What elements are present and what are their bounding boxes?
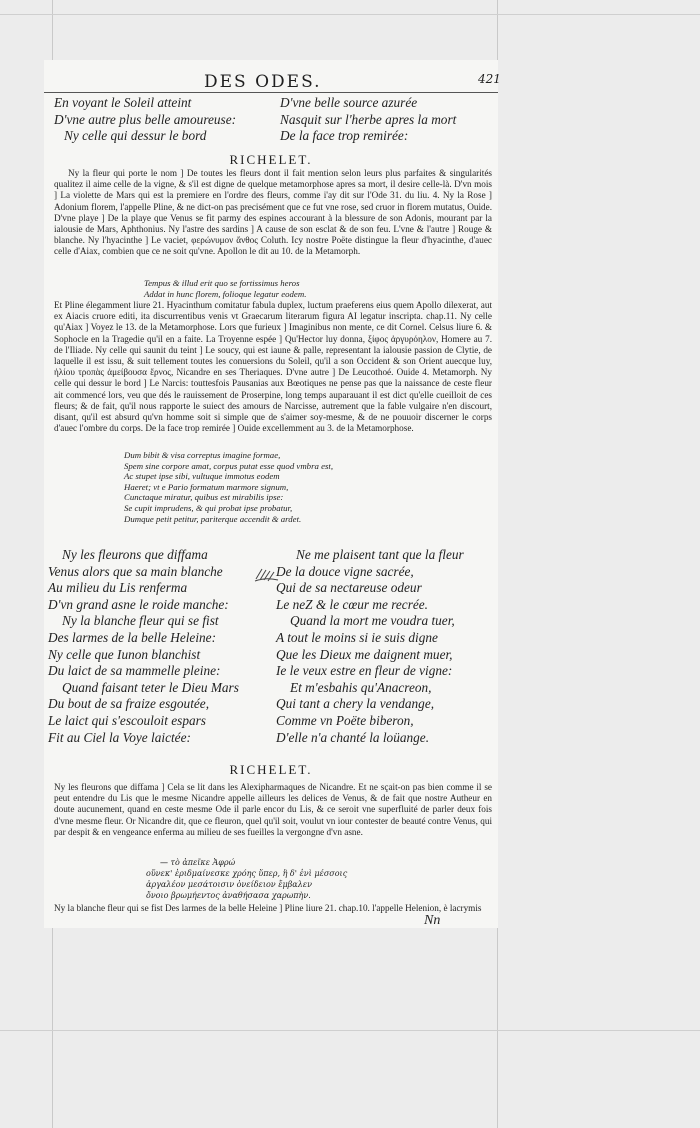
verse-line: Fit au Ciel la Voye laictée: [48,729,191,745]
verse-line: Quand la mort me voudra tuer, [290,613,455,629]
greek-quote [146,857,347,901]
verse-line: D'elle n'a chanté la loüange. [276,729,430,745]
quote-line: Dum bibit & visa correptus imagine formae, [124,450,281,460]
quote-line: Dumque petit petitur, pariterque accendit & ardet. [124,513,302,524]
top-verse-right [280,95,456,145]
margin-guide [0,1030,700,1031]
commentary-last-line: Ny la blanche fleur qui se fist Des larmes de la belle Heleine ] Pline liure 21. chap.10. l'appelle Helenion, è lacrymis [54,903,482,913]
margin-guide [0,14,700,15]
quote-line: Se cupit imprudens, & qui probat ipse probatur, [124,502,293,513]
commentary-paragraph: Et Pline élegamment liure 21. Hyacinthum comitatur fabula duplex, luctum praeferens eius quem Apollo dilexerat, aut ex Aiacis cruore editi, ita discurrentibus venis vt Graecarum literarum figura AI legatur inscripta. chap.11. Ny celle qu'Aiax ] Voyez le 13. de la Metamorphose. Lors que furieux ] Imaginibus non mente, ce dit Cornel. Celsus liure 6. & Sophocle en la Tragedie qu'il en a faite. La Troyenne espée ] Qu'Hector luy donna, ξίφος ἀργυρόηλον, Homere au 7. de l'Iliade. Ny celle qui saunit du teint ] Le soucy, qui est iaune & palle, representant la ialousie passion de Clytie, de laquelle il est issu, & suit tellement toutes les conuersions du Soleil, qu'il a son Occident & son Orient auecque luy, ἡλίου τροπὰς ἀμείβουσα ἔρνος, Nicandre en ses Theriaques. D'vne autre ] De Leucothoé. Ouide 4. Metamorph. Ny celle qui dessur le bord ] Le Narcis: touttesfois Pausanias aux Bœotiques ne pense pas que la naissance de ceste fleur ait commencé lors, veu que dés le rauissement de Proserpine, long temps auparauant il est dict qu'elle cueilloit de ces fleurs; & de fait, qu'il nous rapporte le suiect des amours de Narcisse, autrement que la fable vulgaire n'en discourt, disant, qu'il est absurd qu'vn homme soit si simple que de s'aimer soy-mesme, & de ne pouuoir discerner le corps d'auec l'ombre du corps. De la face trop remirée ] Ouide excellemment au 3. de la Metamorphose. [54,300,492,434]
commentary-paragraph: Ny la fleur qui porte le nom ] De toutes les fleurs dont il fait mention selon leurs plus parfaites & singularités qualitez il aime celle de la vigne, & s'il est digne de quelque metamorphose apres sa mort, il desire celle-là. D'vn mois ] La violette de Mars qui est la premiere en l'ordre des fleurs, comme i'ay dit sur l'Ode 31. du liu. 4. Ny la Rose ] Adonium florem, l'appelle Pline, & ne dict-on pas precisément que ce fut vne rose, sed cruor in florem mutatus, Ouide. D'vne playe ] De la playe que Venus se fit parmy des espines accourant à la blessure de son Adonis, mourant par la ialousie de Mars, Aphthonius. Ny l'astre des sardins ] A cause de son esclat & de son feu. L'vne & l'autre ] Rouge & blanche. Ny l'hyacinthe ] Le vaciet, φερώνυμον ἄνθος Coluth. Icy nostre Poëte distingue la fleur d'hyacinthe, d'auec celle d'Aiax, combien que ce ne soit qu'vne. Apollon le dit au 10. de la Metamorph. [54,168,492,257]
main-verse-left [48,547,239,746]
quote-line: Spem sine corpore amat, corpus putat esse quod vmbra est, [124,460,334,471]
commentary-text [54,300,492,434]
commentary-text [54,168,492,258]
verse-line: Comme vn Poëte biberon, [276,712,414,728]
verse-line: Quand faisant teter le Dieu Mars [62,679,239,695]
verse-line: Ny la blanche fleur qui se fist [62,613,219,629]
verse-line: Au milieu du Lis renferma [48,580,188,596]
verse-line: Nasquit sur l'herbe apres la mort [280,111,457,127]
signature-mark: Nn [424,913,441,928]
verse-line: Le neZ & le cœur me recrée. [276,596,429,612]
verse-line: Ny celle que Iunon blanchist [48,646,201,662]
quote-line: Haeret; vt e Pario formatum marmore signum, [124,481,289,492]
quote-line: οὕνεκ' ἐριδμαίνεσκε χρόης ὕπερ, ἣ δ' ἐνὶ μέσσοις [146,869,348,878]
running-header [44,70,501,93]
verse-line: Du bout de sa fraize esgoutée, [48,696,210,712]
quote-line: Addat in hunc florem, folioque legatur eodem. [144,288,307,299]
commentary-text [54,782,492,838]
verse-line: Venus alors que sa main blanche [48,563,223,579]
verse-line: D'vn grand asne le roide manche: [48,596,229,612]
verse-line: Ny celle qui dessur le bord [64,128,207,144]
commentary-heading: RICHELET. [229,152,313,167]
verse-line: En voyant le Soleil atteint [54,95,192,110]
verse-line: Qui de sa nectareuse odeur [276,580,422,596]
verse-line: D'vne belle source azurée [280,95,418,110]
quote-line: ἀργαλέον μεσάτοισιν ὀνείδειον ἔμβαλεν [146,880,312,889]
latin-quote [144,278,306,299]
verse-line: D'vne autre plus belle amoureuse: [54,111,237,127]
verse-line: Qui tant a chery la vendange, [276,696,435,712]
top-verse-left [54,95,236,145]
verse-line: De la douce vigne sacrée, [276,563,414,579]
verse-line: Ne me plaisent tant que la fleur [296,547,464,562]
verse-line: Des larmes de la belle Heleine: [48,629,217,645]
page-number: 421 [478,72,501,86]
commentary-heading: RICHELET. [229,762,313,777]
verse-line: Que les Dieux me daignent muer, [276,646,453,662]
verse-line: De la face trop remirée: [280,128,409,144]
header-title: DES ODES. [204,72,322,92]
book-page [44,60,501,928]
verse-line: Le laict qui s'escouloit espars [48,712,206,728]
quote-line: — τὸ ἀπεῖκε Ἀφρώ [160,858,236,867]
verse-line: Ie le veux estre en fleur de vigne: [276,663,453,679]
verse-line: Du laict de sa mammelle pleine: [48,663,221,679]
verse-line: A tout le moins si ie suis digne [276,629,438,645]
quote-line: ὄνοιο βρωμήεντος ἀναθήσασα χαρωπὴν. [146,891,311,900]
verse-line: Et m'esbahis qu'Anacreon, [290,679,432,695]
commentary-paragraph: Ny les fleurons que diffama ] Cela se lit dans les Alexipharmaques de Nicandre. Et ne sçait-on pas bien comme il se peut entendre du Lis que le mesme Nicandre appelle ailleurs les delices de Venus, & de fait que nostre Autheur en doute aucunement, quand en ceste mesme Ode il parle encor du Lis, & ce seroit vne superfluité de parler deux fois d'vne mesme fleur. Or Nicandre dit, que ce fleuron, quel qu'il soit, voulut vn iour contester de beauté contre Venus, qui par despit & en vengeance enferma au milieu de ses fueilles la vergongne d'vn asne. [54,782,492,837]
quote-line: Ac stupet ipse sibi, vultuque immotus eodem [124,471,280,482]
latin-quote [124,450,333,524]
quote-line: Tempus & illud erit quo se fortissimus heros [144,278,300,288]
main-verse-right [276,547,464,746]
quote-line: Cunctaque miratur, quibus est mirabilis ipse: [124,492,284,503]
verse-line: Ny les fleurons que diffama [62,547,208,562]
